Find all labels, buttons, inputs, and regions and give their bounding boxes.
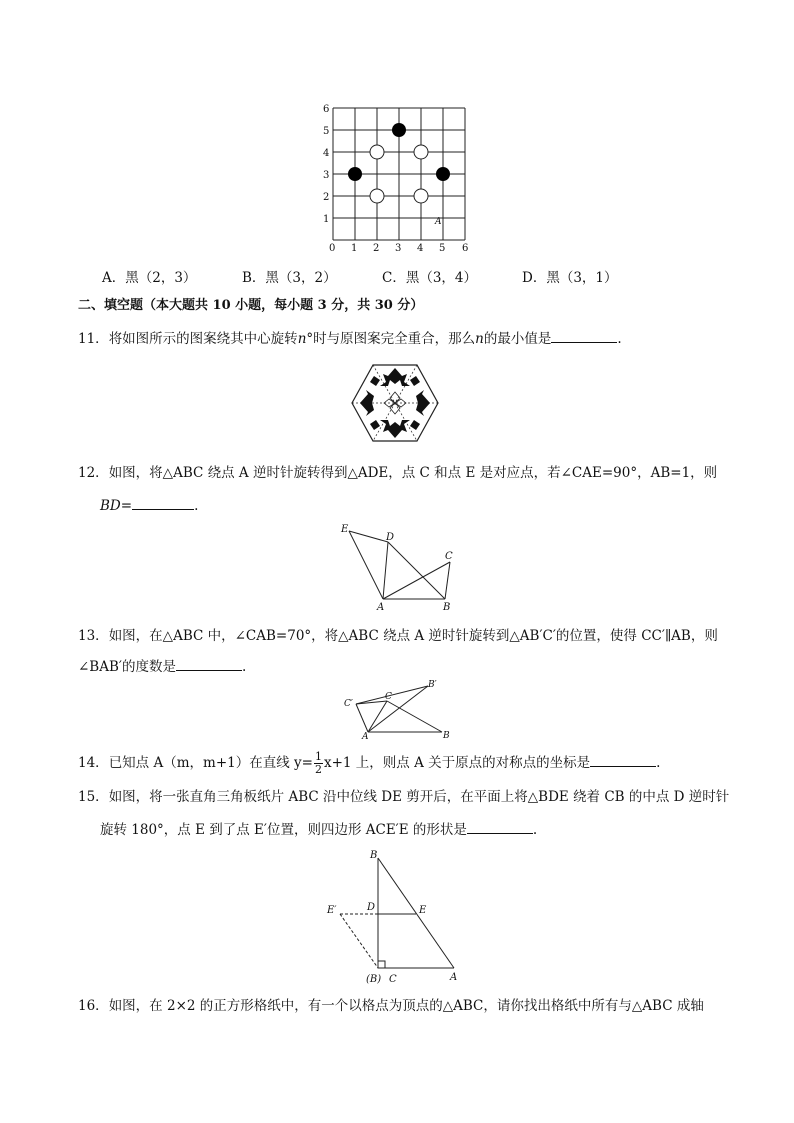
question-number: 14．: [78, 755, 109, 771]
question-text: 如图，将△ABC 绕点 A 逆时针旋转得到△ADE，点 C 和点 E 是对应点，若∠CAE=90°，AB=1，则: [108, 465, 718, 481]
x-tick: 1: [351, 243, 358, 254]
label-a: A: [377, 602, 385, 613]
option-letter: C．: [382, 270, 406, 286]
q12-triangle-figure: [336, 520, 466, 615]
label-c: C: [389, 974, 397, 985]
option-letter: D．: [522, 270, 547, 286]
label-b: B: [370, 850, 378, 861]
fraction-numerator: 1: [314, 750, 322, 763]
question-15-line1: [78, 787, 729, 807]
answer-blank[interactable]: [467, 819, 533, 834]
option-text: 黑（3，2）: [265, 270, 337, 286]
answer-blank[interactable]: [551, 328, 617, 343]
label-b-bracket: (B): [366, 974, 382, 985]
x-tick: 6: [462, 243, 469, 254]
question-13-line1: [78, 626, 718, 646]
option-letter: A．: [102, 270, 126, 286]
question-15-line2: [100, 819, 537, 840]
option-c[interactable]: [382, 266, 477, 286]
variable-n: n: [297, 331, 307, 347]
q11-hexagon-figure: [350, 360, 440, 446]
option-text: 黑（3，1）: [546, 270, 618, 286]
section-title: 二、填空题（本大题共 10 小题，每小题 3 分，共 30 分）: [78, 298, 424, 313]
question-number: 13．: [78, 628, 109, 644]
period: .: [194, 498, 199, 514]
label-c: C: [385, 692, 392, 702]
white-stone: [370, 189, 384, 203]
question-16-line1: [78, 996, 704, 1016]
question-text: 旋转 180°，点 E 到了点 E′位置，则四边形 ACE′E 的形状是: [100, 822, 467, 838]
question-13-line2: [78, 656, 246, 677]
question-14: [78, 748, 660, 778]
y-tick: 5: [323, 126, 330, 137]
option-text: 黑（3，4）: [405, 270, 478, 286]
x-tick: 5: [439, 243, 446, 254]
question-11: [78, 328, 622, 349]
label-e: E: [419, 905, 427, 916]
question-12-line1: [78, 463, 717, 483]
answer-blank[interactable]: [132, 495, 194, 510]
question-number: 11．: [78, 331, 109, 347]
answer-blank[interactable]: [590, 752, 656, 767]
y-tick: 3: [323, 170, 330, 181]
fraction-denominator: 2: [314, 763, 322, 776]
label-e-prime: E′: [327, 905, 337, 916]
question-text: 如图，将一张直角三角板纸片 ABC 沿中位线 DE 剪开后，在平面上将△BDE 绕着 CB 的中点 D 逆时针: [108, 789, 730, 805]
fraction-one-half: [314, 751, 323, 776]
question-number: 16．: [78, 998, 109, 1014]
question-text: °时与原图案完全重合，那么: [306, 331, 476, 347]
question-number: 15．: [78, 789, 109, 805]
x-tick: 0: [329, 243, 336, 254]
answer-blank[interactable]: [176, 656, 242, 671]
black-stone: [436, 167, 450, 181]
question-text: BD=: [100, 498, 133, 514]
question-text: x+1 上，则点 A 关于原点的对称点的坐标是: [323, 755, 591, 771]
point-a-label: A: [435, 217, 442, 227]
label-d: D: [386, 532, 395, 543]
q13-triangle-figure: [340, 678, 460, 740]
x-tick: 3: [395, 243, 402, 254]
period: .: [656, 755, 661, 771]
q15-triangle-figure: [324, 846, 474, 988]
option-text: 黑（2，3）: [125, 270, 197, 286]
white-stone: [370, 145, 384, 159]
period: .: [532, 822, 538, 838]
option-a[interactable]: [102, 266, 196, 286]
period: .: [241, 659, 247, 675]
option-letter: B．: [242, 270, 266, 286]
question-text: 将如图所示的图案绕其中心旋转: [108, 331, 298, 347]
label-a: A: [362, 732, 369, 740]
option-d[interactable]: [522, 266, 618, 286]
white-stone: [414, 189, 428, 203]
option-b[interactable]: [242, 266, 337, 286]
question-text: 如图，在△ABC 中，∠CAB=70°，将△ABC 绕点 A 逆时针旋转到△AB′C′的位置，使得 CC′∥AB，则: [108, 628, 718, 644]
variable-n: n: [475, 331, 484, 347]
label-b: B: [443, 602, 451, 613]
question-number: 12．: [78, 465, 109, 481]
question-text: ∠BAB′的度数是: [78, 659, 176, 675]
question-12-line2: [100, 495, 198, 516]
y-tick: 2: [323, 192, 330, 203]
label-b-prime: B′: [428, 680, 437, 690]
period: .: [617, 331, 622, 347]
label-c: C: [445, 551, 453, 562]
white-stone: [414, 145, 428, 159]
label-e: E: [341, 524, 349, 535]
question-text: 已知点 A（m，m+1）在直线 y=: [108, 755, 313, 771]
x-tick: 2: [373, 243, 380, 254]
black-stone: [348, 167, 362, 181]
y-tick: 1: [323, 214, 330, 225]
black-stone: [392, 123, 406, 137]
y-tick: 6: [323, 104, 330, 115]
question-text: 如图，在 2×2 的正方形格纸中，有一个以格点为顶点的△ABC，请你找出格纸中所有与△ABC 成轴: [108, 998, 704, 1014]
y-tick: 4: [323, 148, 330, 159]
label-a: A: [450, 972, 458, 983]
label-d: D: [367, 902, 376, 913]
label-b: B: [443, 731, 450, 740]
q10-grid-figure: [318, 100, 478, 260]
question-text: 的最小值是: [483, 331, 552, 347]
label-c-prime: C′: [344, 699, 353, 709]
x-tick: 4: [417, 243, 424, 254]
